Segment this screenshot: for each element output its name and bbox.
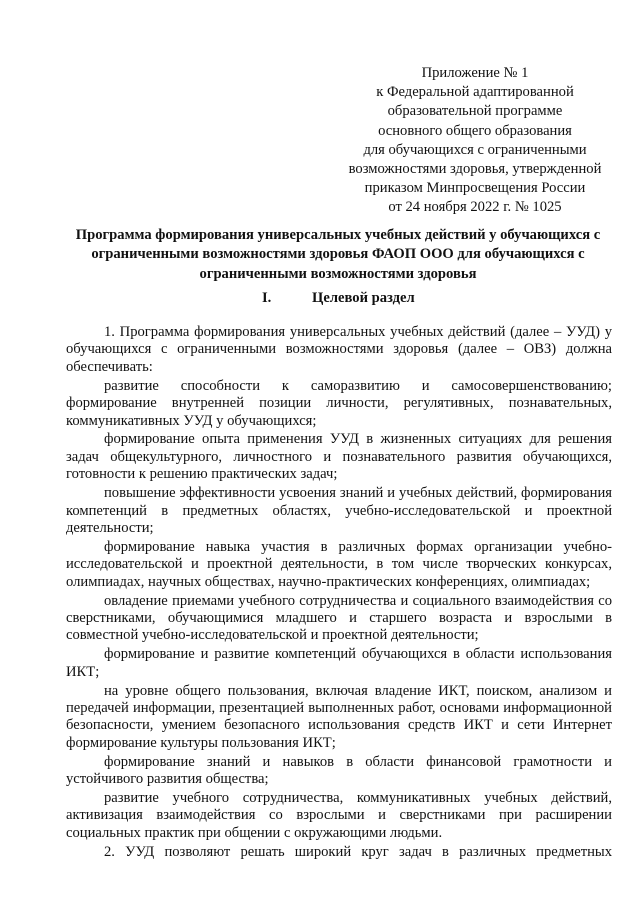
paragraph: формирование знаний и навыков в области финансовой грамотности и устойчивого развития общества; xyxy=(66,753,612,788)
paragraph: 1. Программа формирования универсальных учебных действий (далее – УУД) у обучающихся с ограниченными возможностями здоровья (далее – ОВЗ) должна обеспечивать: xyxy=(66,324,612,375)
section-number: I. xyxy=(262,290,272,306)
section-heading xyxy=(262,289,415,308)
appendix-line: основного общего образования xyxy=(378,122,572,139)
paragraph: формирование опыта применения УУД в жизненных ситуациях для решения задач общекультурного, личностного и познавательного развития обучающихся, готовности к решению практических задач; xyxy=(66,431,612,483)
appendix-header xyxy=(330,64,620,218)
appendix-line: Приложение № 1 xyxy=(421,65,529,81)
appendix-line: приказом Минпросвещения России xyxy=(364,180,586,197)
appendix-line: для обучающихся с ограниченными xyxy=(363,141,587,158)
document-body xyxy=(66,324,612,861)
paragraph: овладение приемами учебного сотрудничества и социального взаимодействия со сверстниками, обучающимися младшего и старшего возраста и взрослыми в совместной учебно-исследовательской и проектной деятельности; xyxy=(66,592,612,644)
section-title: Целевой раздел xyxy=(312,290,415,306)
document-title xyxy=(52,226,624,284)
paragraph: развитие способности к саморазвитию и самосовершенствованию; формирование внутренней позиции личности, регулятивных, познавательных, коммуникативных УУД у обучающихся; xyxy=(66,377,612,429)
paragraph: формирование и развитие компетенций обучающихся в области использования ИКТ; xyxy=(66,646,612,680)
appendix-line: от 24 ноября 2022 г. № 1025 xyxy=(388,199,562,216)
paragraph: на уровне общего пользования, включая владение ИКТ, поиском, анализом и передачей информации, презентацией выполненных работ, основами информационной безопасности, умением безопасного использования средств ИКТ и сети Интернет формирование культуры пользования ИКТ; xyxy=(66,682,612,751)
title-line: ограниченными возможностями здоровья ФАОП ООО для обучающихся с xyxy=(91,246,585,263)
appendix-line: возможностями здоровья, утвержденной xyxy=(348,161,602,178)
paragraph: повышение эффективности усвоения знаний и учебных действий, формирования компетенций в предметных областях, учебно-исследовательской и проектной деятельности; xyxy=(66,485,612,536)
paragraph: 2. УУД позволяют решать широкий круг задач в различных предметных xyxy=(104,843,612,860)
paragraph: развитие учебного сотрудничества, коммуникативных учебных действий, активизация взаимодействия со взрослыми и сверстниками при расширении социальных практик при общении с окружающими людьми. xyxy=(66,790,612,841)
appendix-line: к Федеральной адаптированной xyxy=(376,84,574,101)
appendix-line: образовательной программе xyxy=(387,103,563,120)
title-line: Программа формирования универсальных учебных действий у обучающихся с xyxy=(75,227,601,243)
paragraph: формирование навыка участия в различных формах организации учебно-исследовательской и проектной деятельности, в том числе творческих конкурсах, олимпиадах, научных обществах, научно-практических конференциях, олимпиадах; xyxy=(66,538,612,590)
title-line: ограниченными возможностями здоровья xyxy=(199,265,477,282)
